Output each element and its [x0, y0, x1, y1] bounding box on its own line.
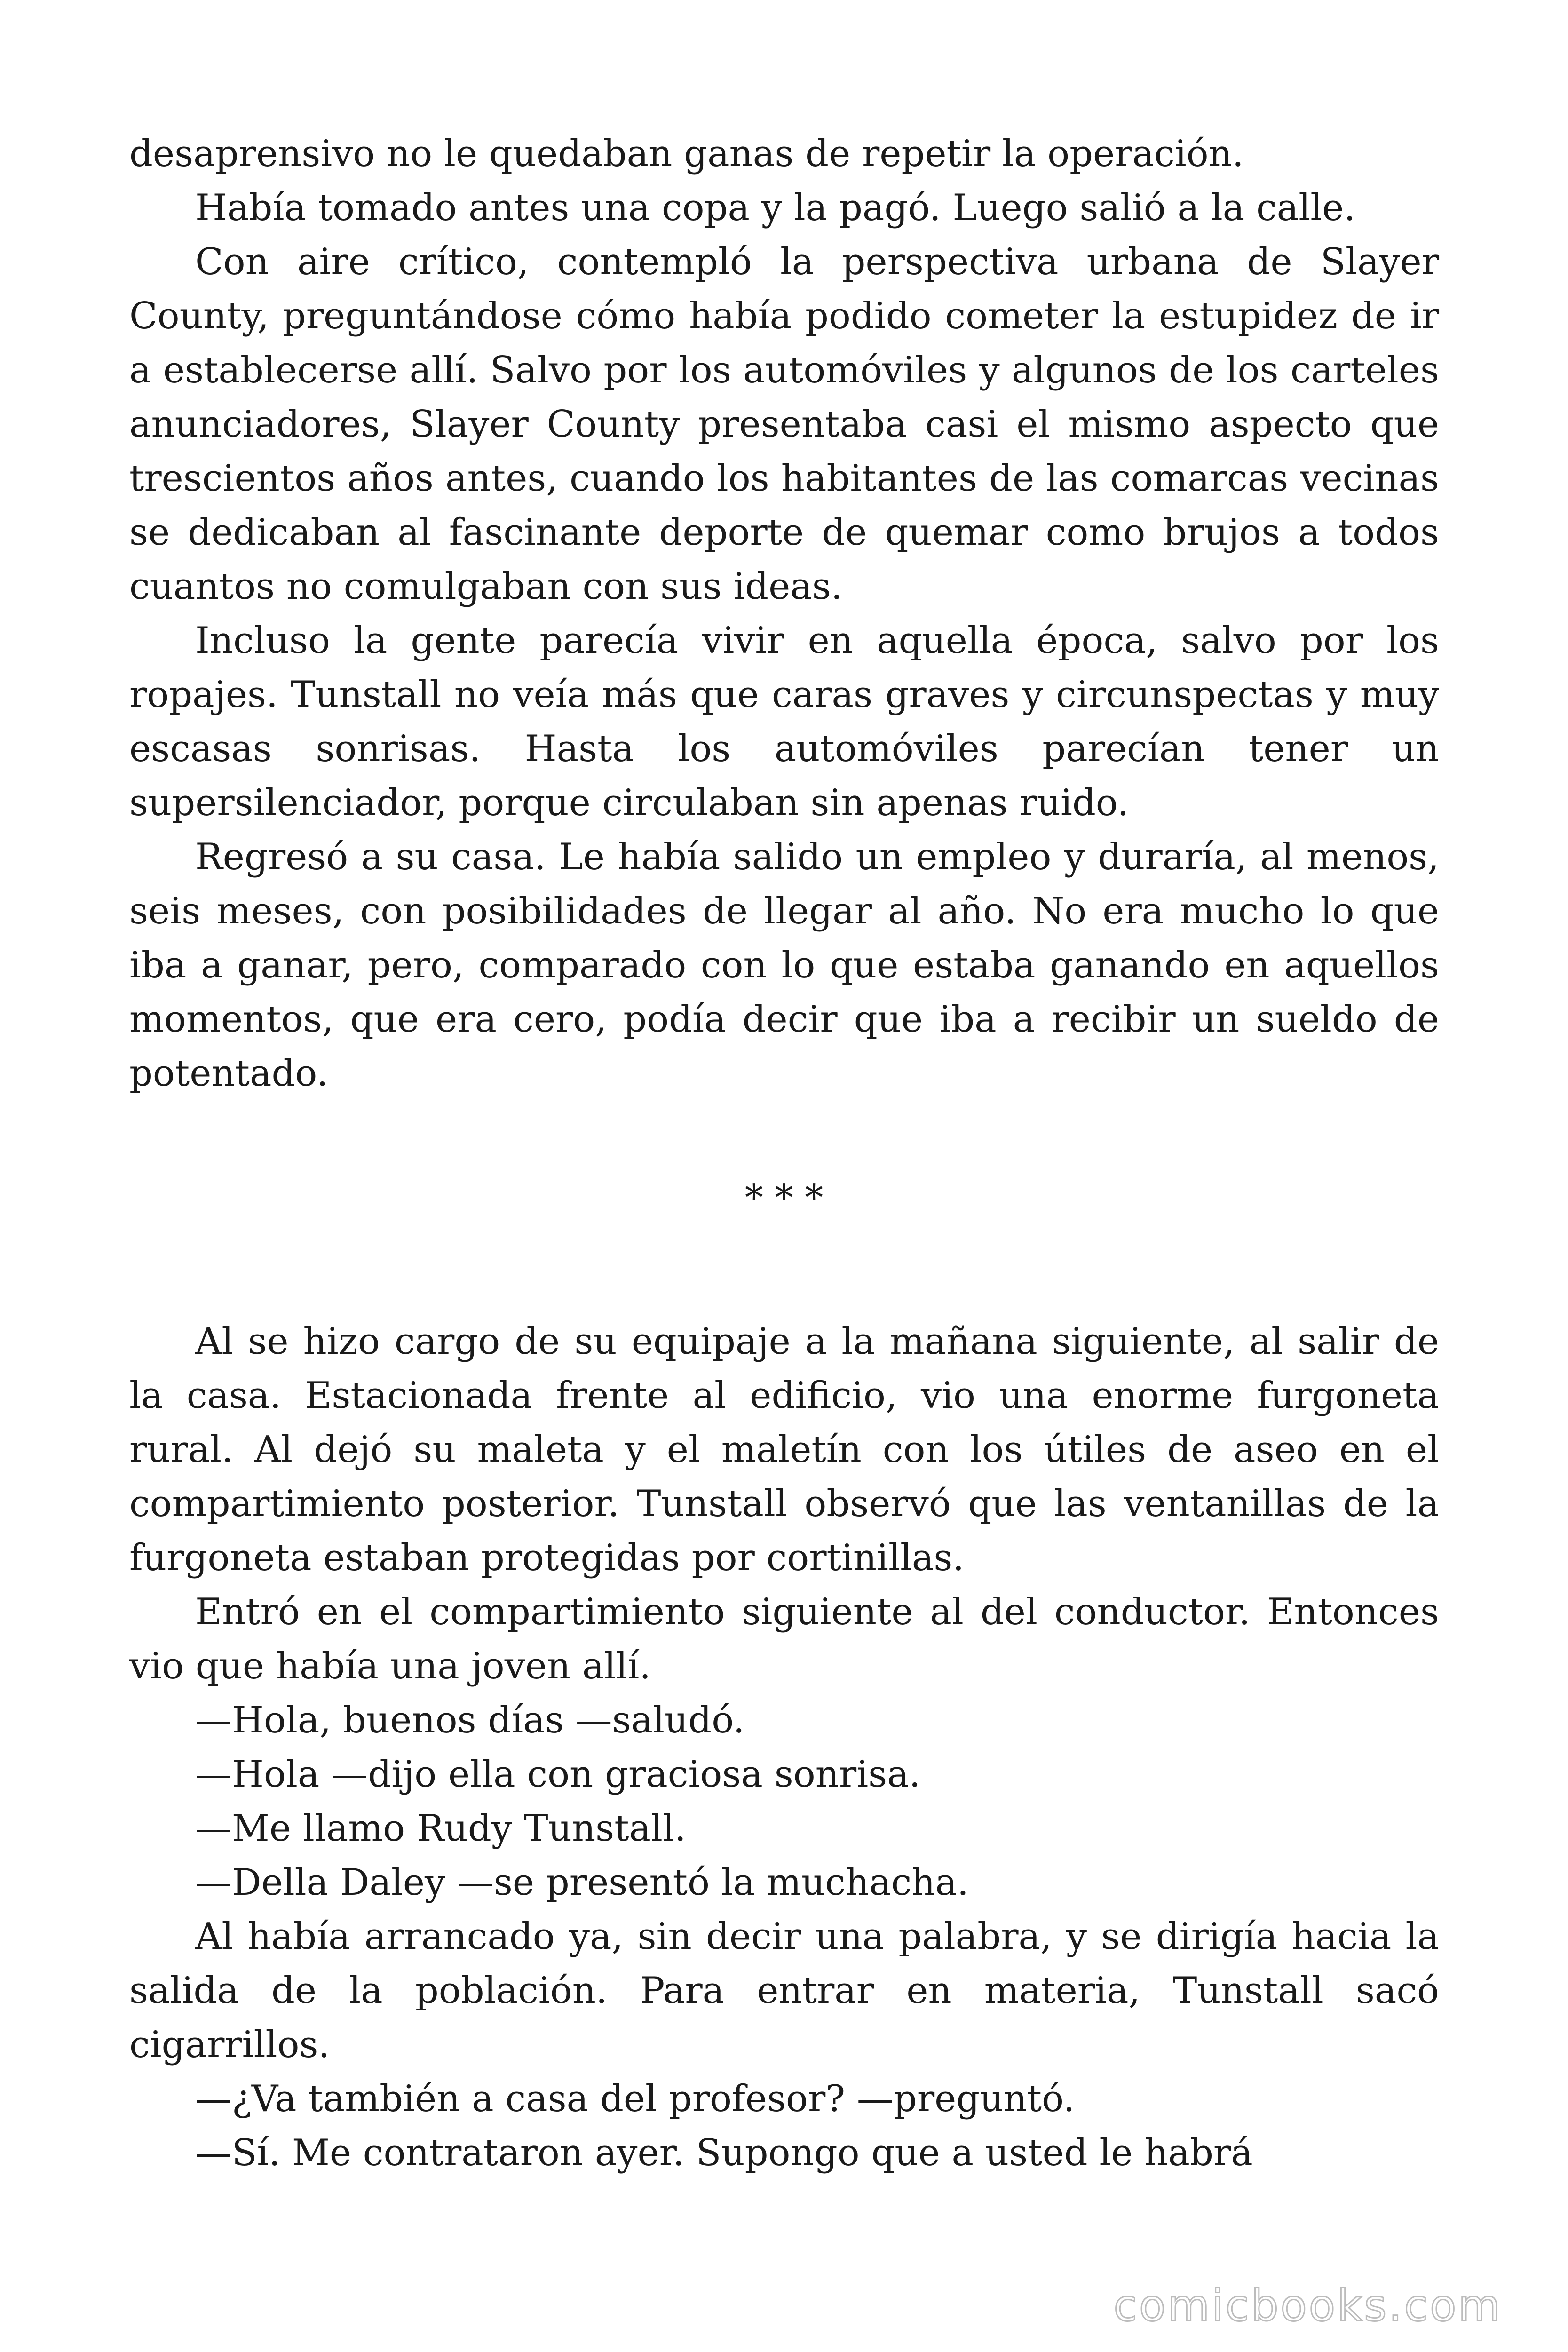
dialogue-line: —Della Daley —se presentó la muchacha. — [195, 1861, 969, 1904]
paragraph: Incluso la gente parecía vivir en aquella época, salvo por los ropajes. Tunstall no veía más que caras graves y circunspectas y muy escasas sonrisas. Hasta los automóviles parecían tener un supersilenciador, porque circulaban sin apenas ruido. — [129, 620, 1439, 824]
dialogue-line: —¿Va también a casa del profesor? —preguntó. — [195, 2078, 1075, 2120]
watermark: comicbooks.com — [1113, 2280, 1502, 2331]
dialogue-line: —Sí. Me contrataron ayer. Supongo que a usted le habrá — [195, 2132, 1253, 2174]
dialogue-line: —Hola —dijo ella con graciosa sonrisa. — [195, 1753, 921, 1796]
dialogue-line: —Me llamo Rudy Tunstall. — [195, 1807, 686, 1850]
paragraph: Entró en el compartimiento siguiente al del conductor. Entonces vio que había una joven allí. — [129, 1591, 1439, 1687]
dialogue-line: —Hola, buenos días —saludó. — [195, 1699, 745, 1741]
text-block-top — [129, 127, 1439, 1101]
paragraph: Regresó a su casa. Le había salido un empleo y duraría, al menos, seis meses, con posibilidades de llegar al año. No era mucho lo que iba a ganar, pero, comparado con lo que estaba ganando en aquellos momentos, que era cero, podía decir que iba a recibir un sueldo de potentado. — [129, 836, 1439, 1095]
text-block-bottom — [129, 1315, 1439, 2180]
paragraph: Al se hizo cargo de su equipaje a la mañana siguiente, al salir de la casa. Estacionada frente al edificio, vio una enorme furgoneta rural. Al dejó su maleta y el maletín con los útiles de aseo en el compartimiento posterior. Tunstall observó que las ventanillas de la furgoneta estaban protegidas por cortinillas. — [129, 1320, 1439, 1579]
paragraph: Había tomado antes una copa y la pagó. Luego salió a la calle. — [195, 187, 1356, 229]
paragraph: desaprensivo no le quedaban ganas de repetir la operación. — [129, 133, 1244, 175]
paragraph: Al había arrancado ya, sin decir una palabra, y se dirigía hacia la salida de la población. Para entrar en materia, Tunstall sacó cigarrillos. — [129, 1915, 1439, 2066]
section-separator: * * * — [744, 1177, 824, 1219]
paragraph: Con aire crítico, contempló la perspectiva urbana de Slayer County, preguntándose cómo había podido cometer la estupidez de ir a establecerse allí. Salvo por los automóviles y algunos de los carteles anunciadores, Slayer County presentaba casi el mismo aspecto que trescientos años antes, cuando los habitantes de las comarcas vecinas se dedicaban al fascinante deporte de quemar como brujos a todos cuantos no comulgaban con sus ideas. — [129, 241, 1439, 608]
